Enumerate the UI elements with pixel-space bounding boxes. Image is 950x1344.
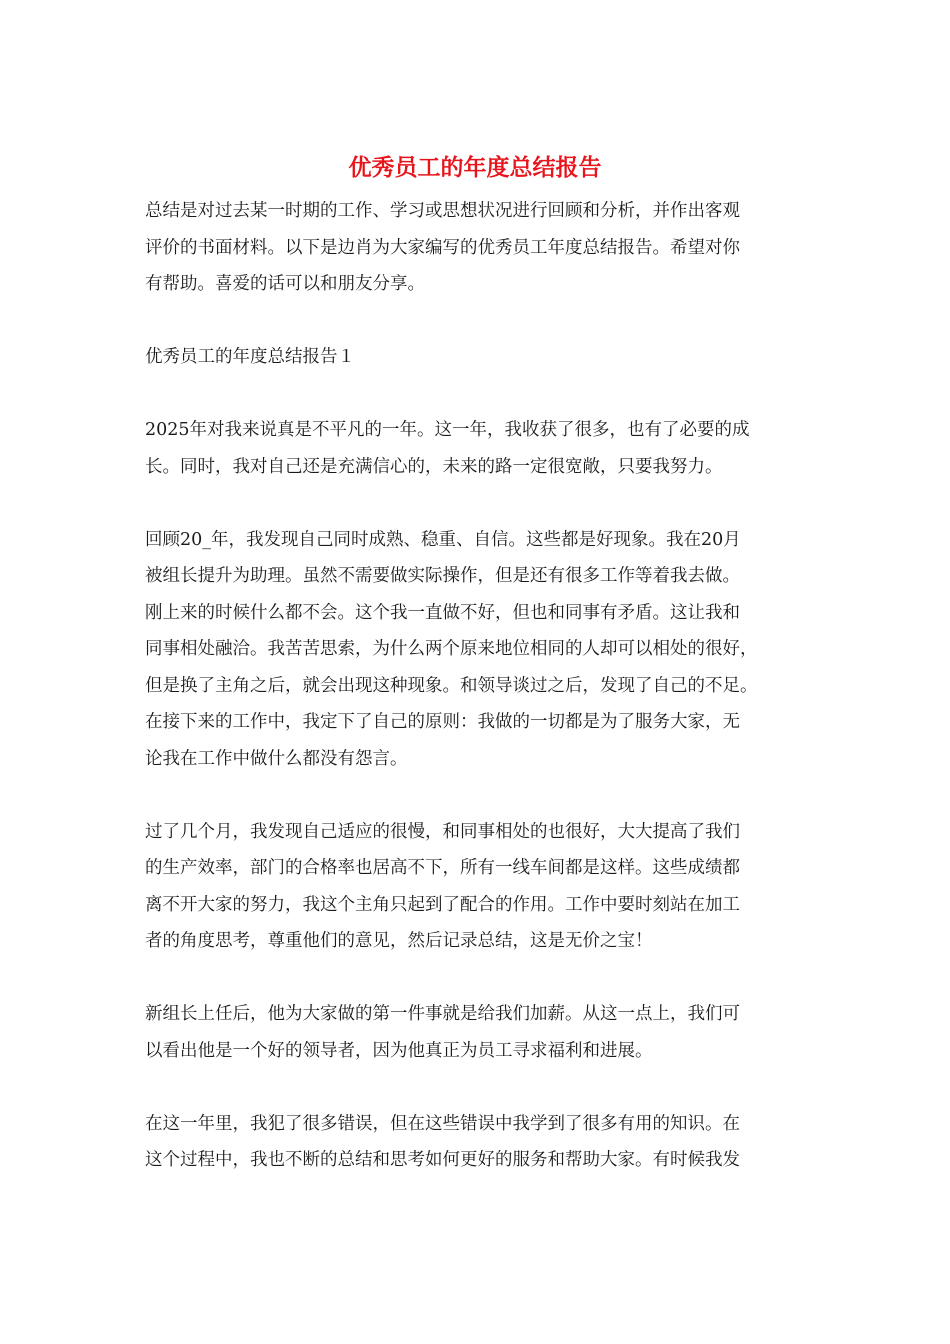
document-title: 优秀员工的年度总结报告 (348, 154, 602, 181)
text-line: 以看出他是一个好的领导者，因为他真正为员工寻求福利和进展。 (145, 1040, 653, 1061)
text-line: 在接下来的工作中，我定下了自己的原则：我做的一切都是为了服务大家，无 (145, 712, 740, 732)
text-line: 被组长提升为助理。虽然不需要做实际操作，但是还有很多工作等着我去做。 (145, 566, 740, 586)
paragraph (145, 1106, 810, 1179)
paragraph (145, 522, 810, 778)
text-line: 长。同时，我对自己还是充满信心的，未来的路一定很宽敞，只要我努力。 (145, 456, 723, 477)
text-line: 2025年对我来说真是不平凡的一年。这一年，我收获了很多，也有了必要的成 (145, 420, 750, 440)
text-line: 同事相处融洽。我苦苦思索，为什么两个原来地位相同的人却可以相处的很好， (145, 639, 758, 659)
text-line: 新组长上任后，他为大家做的第一件事就是给我们加薪。从这一点上，我们可 (145, 1004, 740, 1024)
text-line: 者的角度思考，尊重他们的意见，然后记录总结，这是无价之宝！ (145, 931, 653, 951)
paragraph (145, 814, 810, 960)
paragraph-intro (145, 193, 810, 303)
paragraph (145, 996, 810, 1069)
paragraph (145, 412, 810, 485)
text-line: 评价的书面材料。以下是边肖为大家编写的优秀员工年度总结报告。希望对你 (145, 237, 740, 258)
text-line: 在这一年里，我犯了很多错误，但在这些错误中我学到了很多有用的知识。在 (145, 1113, 740, 1134)
text-line: 回顾20_年，我发现自己同时成熟、稳重、自信。这些都是好现象。我在20月 (145, 529, 741, 550)
text-line: 论我在工作中做什么都没有怨言。 (145, 748, 408, 769)
text-line: 这个过程中，我也不断的总结和思考如何更好的服务和帮助大家。有时候我发 (145, 1150, 740, 1170)
document-body (145, 193, 810, 1215)
section-heading (145, 339, 810, 376)
text-line: 刚上来的时候什么都不会。这个我一直做不好，但也和同事有矛盾。这让我和 (145, 602, 740, 623)
text-line: 但是换了主角之后，就会出现这种现象。和领导谈过之后，发现了自己的不足。 (145, 675, 758, 696)
text-line: 总结是对过去某一时期的工作、学习或思想状况进行回顾和分析，并作出客观 (145, 201, 740, 221)
text-line: 有帮助。喜爱的话可以和朋友分享。 (145, 274, 425, 294)
text-line: 的生产效率，部门的合格率也居高不下，所有一线车间都是这样。这些成绩都 (145, 858, 740, 878)
text-line: 优秀员工的年度总结报告１ (145, 347, 355, 367)
text-line: 离不开大家的努力，我这个主角只起到了配合的作用。工作中要时刻站在加工 (145, 894, 740, 915)
text-line: 过了几个月，我发现自己适应的很慢，和同事相处的也很好，大大提高了我们 (145, 821, 740, 842)
